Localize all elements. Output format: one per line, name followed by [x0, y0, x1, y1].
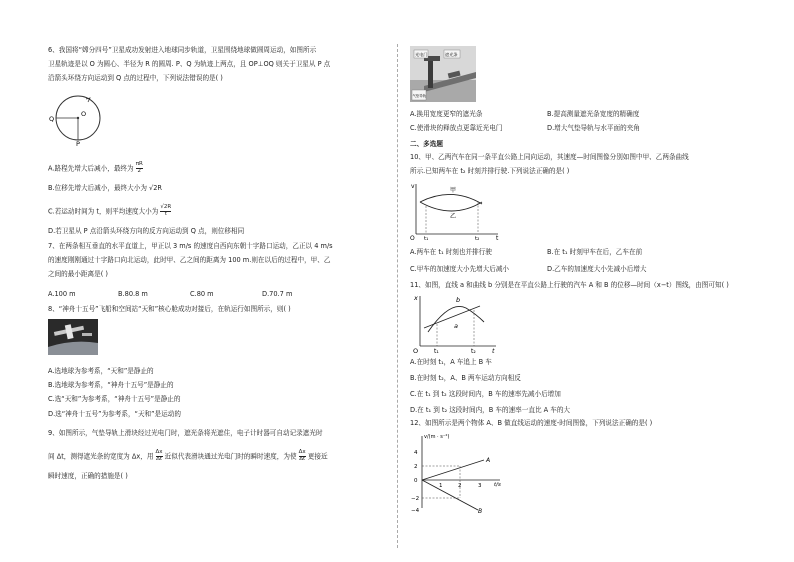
q10-option-c: C.甲车的加速度大小先增大后减小: [410, 265, 510, 273]
column-divider: [397, 44, 398, 548]
q6-option-a: [48, 162, 143, 175]
q9-line3: 瞬时速度，正确的措施是( ): [48, 472, 128, 480]
q9-option-b: B.提高测量遮光条宽度的精确度: [547, 110, 640, 118]
q9-line2-part3: 更接近: [307, 452, 328, 461]
photo-label-track: 气垫导轨: [412, 94, 427, 98]
q12-xtick: 3: [478, 483, 482, 489]
q12-axis-xlabel: t/s: [494, 482, 501, 488]
q7-line2: 的速度刚刚通过十字路口向北运动，此时甲、乙之间的距离为 100 m.则在以后的过程中，甲、乙: [48, 256, 331, 264]
fraction-numerator: πR: [135, 161, 143, 167]
q10-axis-t: t: [496, 235, 499, 240]
q11-option-c: C.在 t₁ 到 t₂ 这段时间内，B 车的速率先减小后增加: [410, 390, 561, 398]
q10-option-d: D.乙车的加速度大小先减小后增大: [547, 265, 647, 273]
q10-option-b: B.在 t₁ 时刻甲车在后，乙车在前: [547, 248, 643, 256]
q12-ytick: −2: [411, 496, 420, 502]
q12-ytick: −4: [411, 508, 420, 514]
q11-tick-t2: t₂: [471, 348, 476, 354]
q7-option-d: D.70.7 m: [262, 290, 293, 298]
q11-origin: O: [413, 347, 419, 354]
q7-option-c: C.80 m: [190, 290, 214, 298]
q11-label-a: a: [454, 322, 458, 330]
q6-option-c-fraction: [160, 205, 171, 218]
q6-line3: 沿箭头环绕方向运动到 Q 点的过程中，下列说法错误的是( ): [48, 74, 223, 82]
air-track-photo: [410, 46, 476, 102]
fraction-denominator: Δt: [156, 455, 162, 462]
q10-line2: 所示.已知两车在 t₂ 时刻并排行驶.下列说法正确的是( ): [410, 167, 570, 175]
q12-vt-graph: [408, 430, 508, 514]
q6-option-d: D.若卫星从 P 点沿箭头环绕方向的反方向运动到 Q 点，则位移相同: [48, 227, 245, 235]
q6-line2: 卫星轨迹是以 O 为圆心、半径为 R 的圆周. P、Q 为轨迹上两点，且 OP⊥OQ 则关于卫星从 P 点: [48, 60, 331, 68]
q7-line1: 7、在两条相互垂直的水平直道上，甲正以 3 m/s 的速度自西向东朝十字路口运动，乙正以 4 m/s: [48, 242, 333, 250]
q11-line1: 11、如图，直线 a 和曲线 b 分别是在平直公路上行驶的汽车 A 和 B 的位移—时间（x−t）图线，由图可知( ): [410, 281, 729, 289]
q10-tick-t1: t₁: [424, 236, 429, 240]
q8-option-d: D.选“神舟十五号”为参考系，“天和”是运动的: [48, 410, 181, 418]
q6-option-a-fraction: [136, 162, 143, 175]
fraction-numerator: Δx: [155, 449, 163, 455]
q7-option-a: A.100 m: [48, 290, 76, 298]
q8-option-c: C.选“天和”为参考系，“神舟十五号”是静止的: [48, 395, 181, 403]
q9-option-a: A.换用宽度更窄的遮光条: [410, 110, 483, 118]
q11-option-a: A.在时刻 t₁，A 车追上 B 车: [410, 358, 492, 366]
q10-label-yi: 乙: [450, 213, 457, 220]
q12-xtick: 2: [458, 483, 462, 489]
q6-orbit-figure: [46, 90, 108, 146]
section-multiple-choice: 二、多选题: [410, 140, 443, 148]
q9-line2-part2: 近似代表滑块通过光电门时的瞬时速度，为使: [164, 452, 297, 461]
q9-line2: [48, 450, 328, 463]
q6-line1: 6、我国将“嫦分四号”卫星成功发射进入地球同步轨道，卫星围绕地球做圆周运动，如图所示: [48, 46, 317, 54]
q6-label-P: P: [76, 140, 80, 146]
fraction-denominator: Δt: [299, 455, 306, 462]
photo-label-gate: 光电门: [415, 52, 428, 57]
photo-label-strip: 遮光条: [445, 52, 458, 57]
q11-xt-graph: [410, 292, 500, 354]
q12-ytick: 0: [414, 478, 418, 484]
q11-option-d: D.在 t₁ 到 t₂ 这段时间内，B 车的速率一直比 A 车的大: [410, 406, 571, 414]
q10-vt-graph: [408, 180, 504, 240]
q10-label-jia: 甲: [450, 187, 457, 194]
fraction-denominator: 2: [137, 167, 142, 174]
q10-origin: O: [410, 235, 415, 240]
q11-axis-x: x: [414, 294, 418, 302]
q12-label-A: A: [486, 457, 491, 464]
space-station-photo: [48, 319, 98, 355]
q8-option-b: B.选地球为参考系，“神舟十五号”是静止的: [48, 381, 174, 389]
q11-option-b: B.在时刻 t₂，A、B 两车运动方向相反: [410, 374, 521, 382]
q6-option-a-text: A.路程先增大后减小，最终为: [48, 164, 134, 173]
q12-axis-ylabel: v/(m · s⁻²): [424, 434, 450, 440]
q12-xtick: 1: [439, 483, 443, 489]
q11-axis-t: t: [492, 347, 495, 354]
q7-option-b: B.80.8 m: [118, 290, 148, 298]
q6-label-O: O: [81, 110, 87, 118]
fraction-numerator: Δx: [298, 449, 306, 455]
fraction-denominator: t: [164, 210, 167, 217]
q6-option-c: [48, 205, 171, 218]
q9-line2-part1: 间 Δt，测得遮光条的宽度为 Δx，用: [48, 452, 154, 461]
q12-label-B: B: [478, 508, 483, 514]
q10-line1: 10、甲、乙两汽车在同一条平直公路上同向运动，其速度—时间图像分别如图中甲、乙两条曲线: [410, 153, 689, 161]
q9-fraction-2: [299, 450, 306, 463]
fraction-numerator: √2R: [160, 204, 172, 210]
q12-line1: 12、如图所示是两个物体 A、B 做直线运动的速度-时间图像，下列说法正确的是( ): [410, 419, 653, 427]
q10-option-a: A.两车在 t₁ 时刻也并排行驶: [410, 248, 492, 256]
q6-label-Q: Q: [49, 115, 55, 123]
q11-tick-t1: t₁: [434, 348, 439, 354]
q7-line3: 之间的最小距离是( ): [48, 270, 108, 278]
q8-line1: 8、“神舟十五号”飞船和空间站“天和”核心舱成功对接后，在轨运行如图所示，则( ): [48, 305, 291, 313]
q9-fraction-1: [156, 450, 163, 463]
q8-option-a: A.选地球为参考系，“天和”是静止的: [48, 367, 154, 375]
q9-option-d: D.增大气垫导轨与水平面的夹角: [547, 124, 640, 132]
q10-tick-t2: t₂: [475, 236, 480, 240]
q12-ytick: 2: [414, 464, 418, 470]
q6-option-c-text: C.若运动时间为 t，则平均速度大小为: [48, 207, 159, 216]
q11-label-b: b: [456, 296, 461, 304]
q12-ytick: 4: [414, 450, 418, 456]
q9-option-c: C.使滑块的释放点更靠近光电门: [410, 124, 503, 132]
q10-axis-v: v: [411, 183, 415, 190]
q6-option-b: B.位移先增大后减小，最终大小为 √2R: [48, 184, 163, 192]
q9-line1: 9、如图所示，气垫导轨上滑块经过光电门时，遮光条将光遮住，电子计时器可自动记录遮光时: [48, 429, 323, 437]
